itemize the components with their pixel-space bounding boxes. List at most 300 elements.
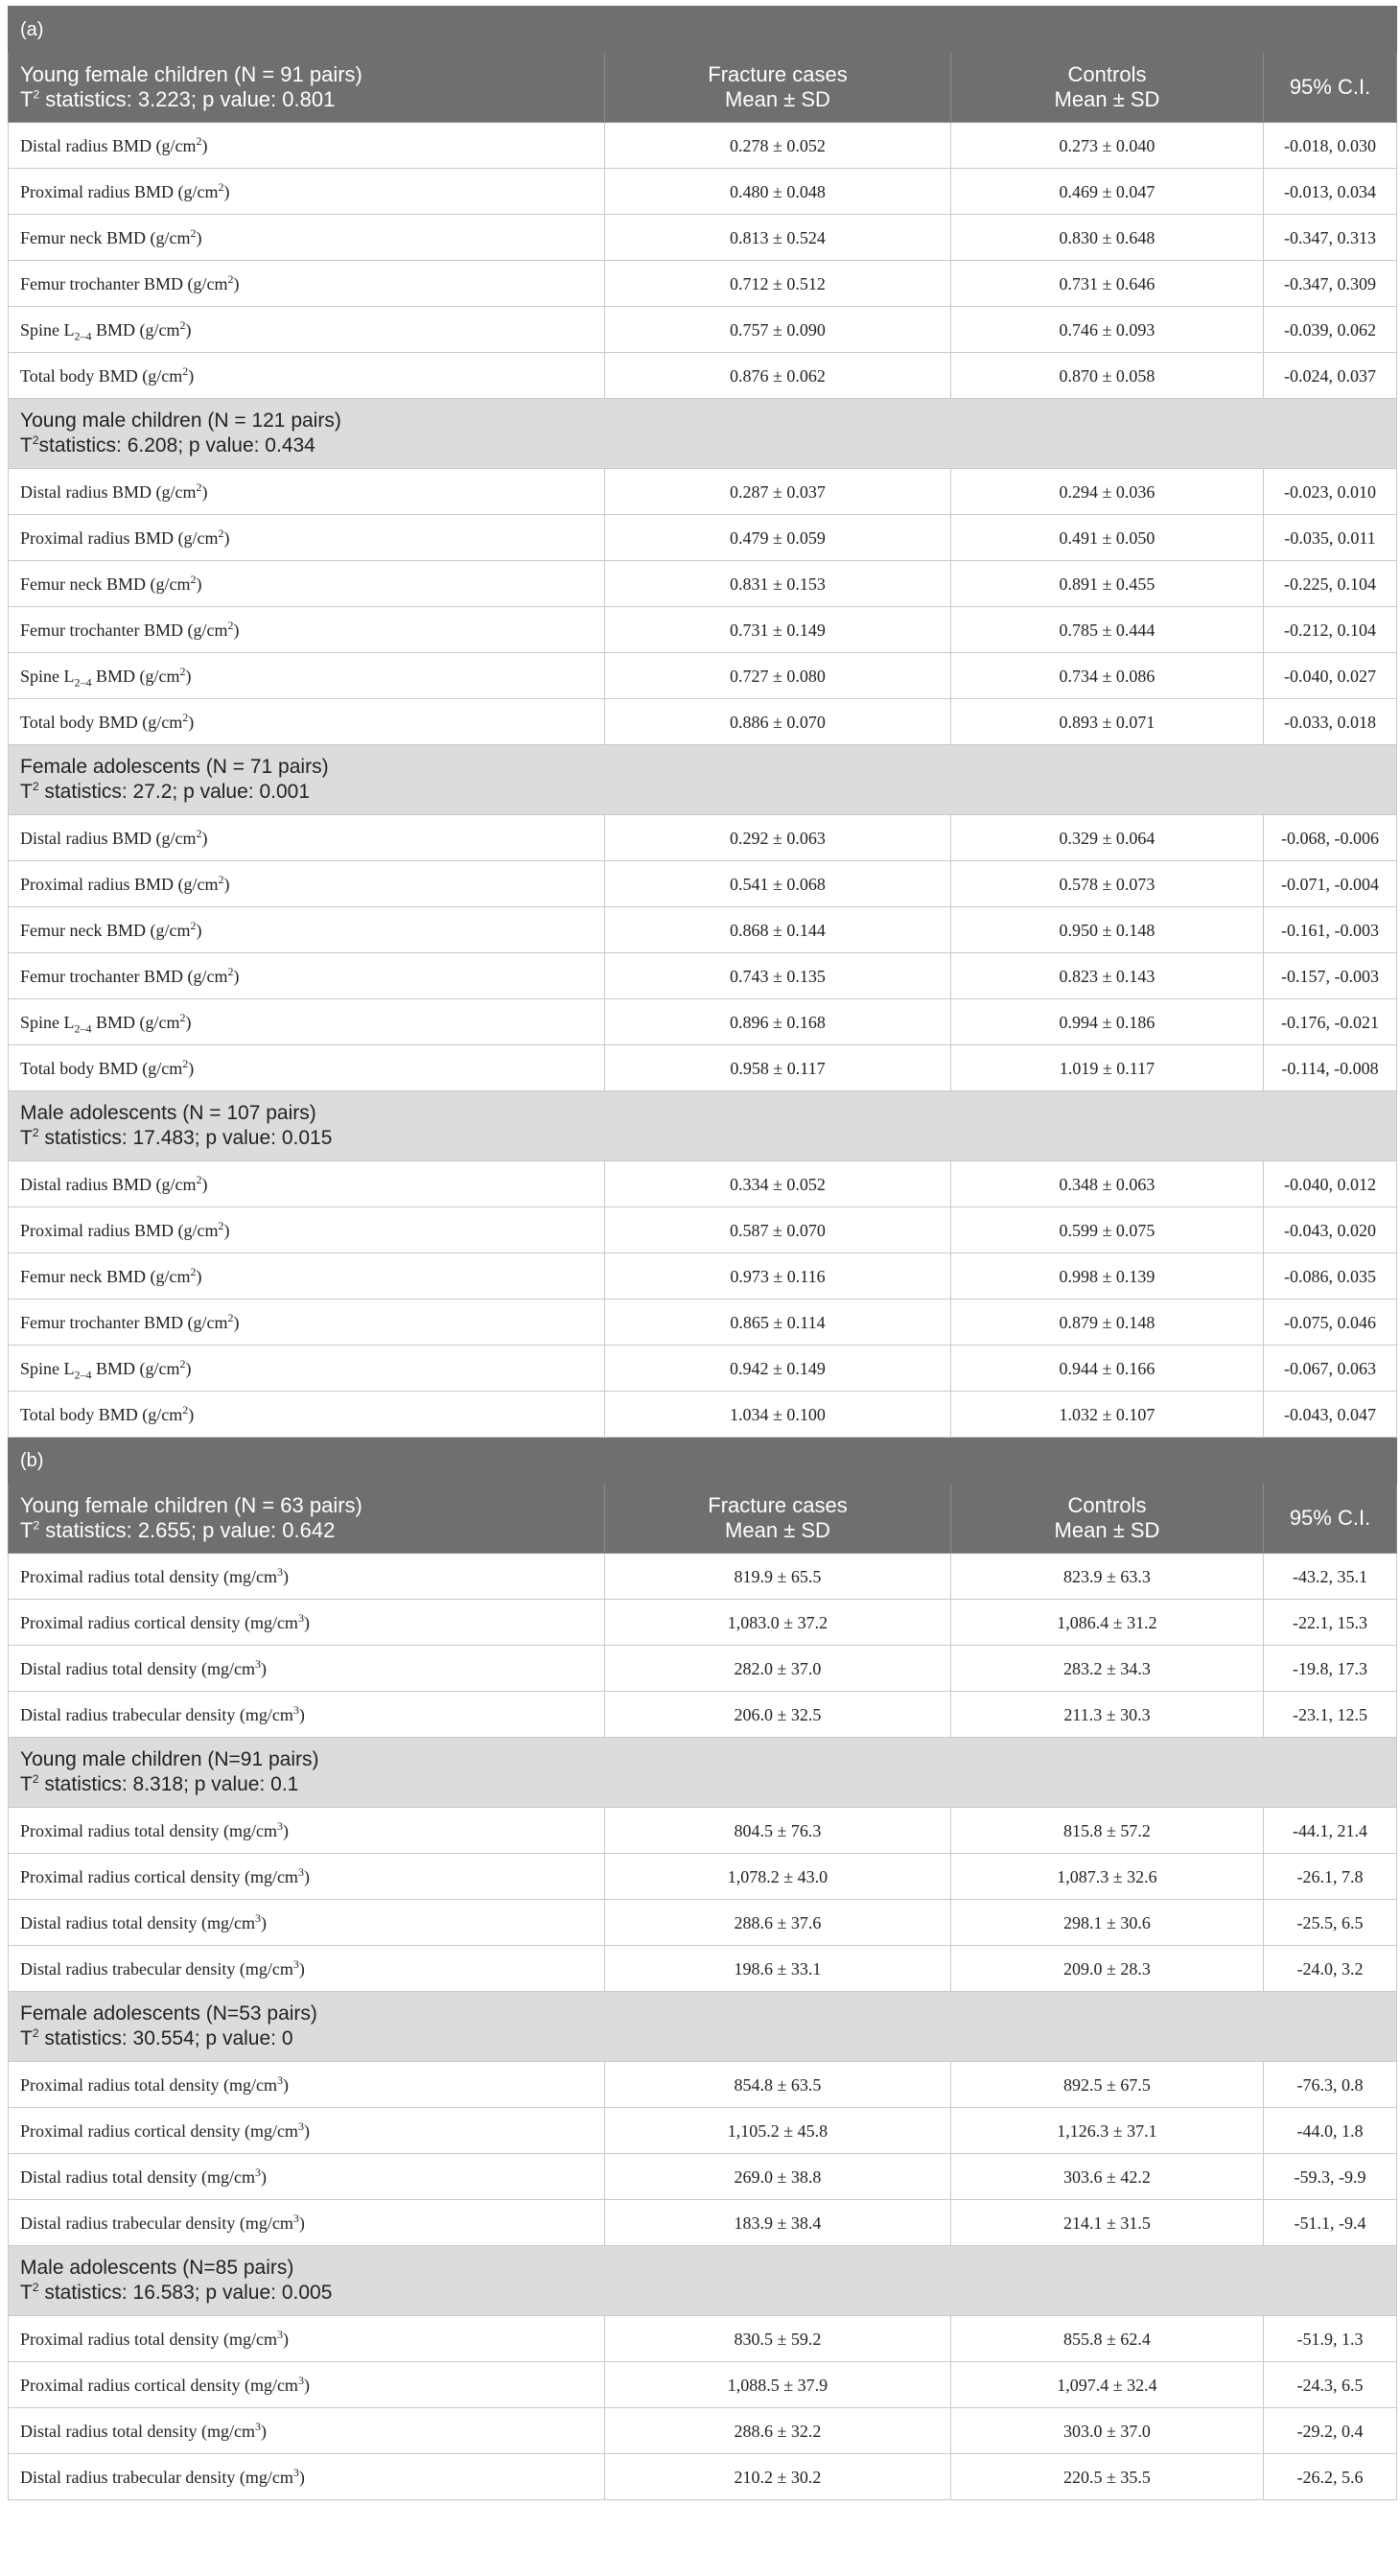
ci-value: -26.2, 5.6	[1264, 2454, 1397, 2500]
measure-text: Distal radius BMD (g/cm	[20, 828, 197, 848]
controls-value: 1.019 ± 0.117	[951, 1045, 1264, 1091]
measure-text: )	[201, 481, 208, 502]
measure-label	[9, 2154, 605, 2200]
controls-value: 0.731 ± 0.646	[951, 261, 1264, 307]
measure-text: Femur trochanter BMD (g/cm	[20, 620, 228, 640]
controls-value: 0.734 ± 0.086	[951, 653, 1264, 699]
stat-superscript: 2	[32, 433, 39, 447]
stat-superscript: 2	[33, 87, 40, 102]
fracture-cases-value: 0.479 ± 0.059	[605, 515, 951, 561]
measure-text: Distal radius trabecular density (mg/cm	[20, 1958, 293, 1979]
fracture-cases-value: 0.334 ± 0.052	[605, 1161, 951, 1207]
measure-text: )	[282, 2329, 289, 2349]
column-header-line: Controls	[1067, 62, 1147, 86]
ci-value: -25.5, 6.5	[1264, 1900, 1397, 1946]
table-row	[9, 607, 1397, 653]
ci-value: -0.033, 0.018	[1264, 699, 1397, 745]
column-header-line: Mean ± SD	[725, 1518, 830, 1542]
group-title-cell	[9, 399, 1397, 469]
measure-label	[9, 215, 605, 261]
unit-superscript: 2	[196, 133, 202, 148]
table-row	[9, 2062, 1397, 2108]
unit-superscript: 3	[254, 1656, 261, 1671]
group-header-row	[9, 1091, 1397, 1161]
column-header-fracture-cases	[605, 1484, 951, 1554]
ci-value: -0.023, 0.010	[1264, 469, 1397, 515]
measure-text: )	[223, 181, 230, 201]
table-row	[9, 169, 1397, 215]
controls-value: 1.032 ± 0.107	[951, 1392, 1264, 1438]
stat-symbol: T	[20, 2027, 33, 2049]
measure-label	[9, 1207, 605, 1253]
controls-value: 823.9 ± 63.3	[951, 1554, 1264, 1600]
measure-label	[9, 1946, 605, 1992]
ci-value: -0.040, 0.027	[1264, 653, 1397, 699]
unit-superscript: 3	[254, 2419, 261, 2433]
measure-text: )	[298, 1958, 305, 1979]
measure-label	[9, 1900, 605, 1946]
table-row	[9, 1346, 1397, 1392]
stat-values: statistics: 27.2; p value: 0.001	[38, 781, 311, 803]
unit-superscript: 2	[227, 1310, 234, 1324]
measure-text: Distal radius trabecular density (mg/cm	[20, 1704, 293, 1724]
table-row	[9, 1300, 1397, 1346]
unit-superscript: 3	[254, 1910, 261, 1925]
measure-text: )	[196, 920, 202, 940]
controls-value: 0.785 ± 0.444	[951, 607, 1264, 653]
measure-text: )	[196, 1266, 202, 1286]
table-row	[9, 1045, 1397, 1091]
fracture-cases-value: 0.287 ± 0.037	[605, 469, 951, 515]
stat-values: statistics: 16.583; p value: 0.005	[38, 2282, 333, 2304]
group-title: Young female children (N = 91 pairs)	[20, 62, 362, 86]
measure-text: Spine L	[20, 666, 75, 686]
column-header-line: Mean ± SD	[1054, 87, 1160, 111]
ci-value: -51.9, 1.3	[1264, 2316, 1397, 2362]
group-title-cell	[9, 1484, 605, 1554]
unit-superscript: 2	[182, 1402, 189, 1417]
measure-subscript: 2–4	[74, 675, 92, 690]
fracture-cases-value: 1.034 ± 0.100	[605, 1392, 951, 1438]
measure-subscript: 2–4	[74, 329, 92, 343]
measure-label	[9, 1808, 605, 1854]
table-row	[9, 1900, 1397, 1946]
controls-value: 0.994 ± 0.186	[951, 999, 1264, 1045]
measure-text: Proximal radius cortical density (mg/cm	[20, 1866, 298, 1886]
group-statistics	[20, 2281, 1396, 2306]
measure-text: )	[282, 2074, 289, 2095]
unit-superscript: 2	[179, 317, 186, 332]
table-row	[9, 953, 1397, 999]
table-row	[9, 1808, 1397, 1854]
controls-value: 0.870 ± 0.058	[951, 353, 1264, 399]
measure-label	[9, 2408, 605, 2454]
unit-superscript: 3	[254, 2165, 261, 2179]
stat-values: statistics: 6.208; p value: 0.434	[38, 434, 315, 457]
column-header-line: Fracture cases	[708, 62, 848, 86]
unit-superscript: 2	[179, 1010, 186, 1024]
unit-superscript: 2	[196, 480, 202, 494]
measure-text: Femur trochanter BMD (g/cm	[20, 966, 228, 986]
unit-superscript: 2	[218, 526, 224, 540]
measure-text: Distal radius BMD (g/cm	[20, 1174, 197, 1194]
controls-value: 0.950 ± 0.148	[951, 907, 1264, 953]
column-header-controls	[951, 53, 1264, 123]
measure-text: Proximal radius total density (mg/cm	[20, 1820, 277, 1840]
controls-value: 892.5 ± 67.5	[951, 2062, 1264, 2108]
measure-text: )	[233, 620, 240, 640]
ci-value: -0.225, 0.104	[1264, 561, 1397, 607]
measure-label	[9, 607, 605, 653]
fracture-cases-value: 1,078.2 ± 43.0	[605, 1854, 951, 1900]
table-row	[9, 1253, 1397, 1300]
ci-value: -0.075, 0.046	[1264, 1300, 1397, 1346]
measure-label	[9, 653, 605, 699]
fracture-cases-value: 288.6 ± 37.6	[605, 1900, 951, 1946]
ci-value: -0.114, -0.008	[1264, 1045, 1397, 1091]
table-row	[9, 215, 1397, 261]
ci-value: -19.8, 17.3	[1264, 1646, 1397, 1692]
measure-label	[9, 2062, 605, 2108]
fracture-cases-value: 1,088.5 ± 37.9	[605, 2362, 951, 2408]
measure-text: )	[188, 1058, 195, 1078]
unit-superscript: 2	[227, 618, 234, 632]
table-row	[9, 2454, 1397, 2500]
measure-text: )	[196, 227, 202, 247]
measure-label	[9, 515, 605, 561]
measure-text: Proximal radius cortical density (mg/cm	[20, 2375, 298, 2395]
unit-superscript: 2	[190, 225, 197, 240]
ci-value: -23.1, 12.5	[1264, 1692, 1397, 1738]
table-row	[9, 2200, 1397, 2246]
measure-text: Femur neck BMD (g/cm	[20, 227, 191, 247]
table-row	[9, 2108, 1397, 2154]
group-title-cell	[9, 1738, 1397, 1808]
fracture-cases-value: 0.973 ± 0.116	[605, 1253, 951, 1300]
unit-superscript: 2	[182, 710, 189, 724]
measure-text: Distal radius trabecular density (mg/cm	[20, 2213, 293, 2233]
measure-text: Distal radius trabecular density (mg/cm	[20, 2467, 293, 2487]
measure-text: )	[185, 666, 192, 686]
measure-text: BMD (g/cm	[91, 1358, 180, 1378]
ci-value: -0.347, 0.313	[1264, 215, 1397, 261]
unit-superscript: 2	[179, 664, 186, 678]
group-statistics	[20, 2026, 1396, 2051]
group-title: Young female children (N = 63 pairs)	[20, 1493, 362, 1517]
unit-superscript: 3	[276, 1818, 283, 1833]
measure-text: Femur neck BMD (g/cm	[20, 574, 191, 594]
measure-text: Distal radius BMD (g/cm	[20, 481, 197, 502]
measure-text: Proximal radius BMD (g/cm	[20, 874, 219, 894]
controls-value: 0.329 ± 0.064	[951, 815, 1264, 861]
stat-values: statistics: 3.223; p value: 0.801	[39, 87, 336, 111]
group-statistics	[20, 1518, 604, 1543]
unit-superscript: 2	[190, 1264, 197, 1278]
unit-superscript: 2	[179, 1356, 186, 1370]
column-header-line: Fracture cases	[708, 1493, 848, 1517]
fracture-cases-value: 0.813 ± 0.524	[605, 215, 951, 261]
ci-value: -0.040, 0.012	[1264, 1161, 1397, 1207]
measure-text: BMD (g/cm	[91, 666, 180, 686]
controls-value: 303.0 ± 37.0	[951, 2408, 1264, 2454]
measure-text: )	[233, 966, 240, 986]
ci-value: -0.347, 0.309	[1264, 261, 1397, 307]
group-header-row	[9, 1738, 1397, 1808]
controls-value: 1,087.3 ± 32.6	[951, 1854, 1264, 1900]
table-row	[9, 307, 1397, 353]
measure-text: Proximal radius cortical density (mg/cm	[20, 1612, 298, 1632]
fracture-cases-value: 210.2 ± 30.2	[605, 2454, 951, 2500]
stat-superscript: 2	[33, 1518, 40, 1533]
stat-superscript: 2	[32, 2281, 39, 2294]
group-title: Female adolescents (N = 71 pairs)	[20, 756, 329, 778]
measure-text: Distal radius BMD (g/cm	[20, 135, 197, 155]
unit-superscript: 3	[276, 2073, 283, 2087]
measure-label	[9, 561, 605, 607]
fracture-cases-value: 854.8 ± 63.5	[605, 2062, 951, 2108]
fracture-cases-value: 0.896 ± 0.168	[605, 999, 951, 1045]
group-header-row	[9, 2246, 1397, 2316]
measure-text: Total body BMD (g/cm	[20, 1404, 183, 1424]
measure-text: Femur neck BMD (g/cm	[20, 920, 191, 940]
controls-value: 0.469 ± 0.047	[951, 169, 1264, 215]
stat-superscript: 2	[32, 1126, 39, 1139]
fracture-cases-value: 0.868 ± 0.144	[605, 907, 951, 953]
ci-value: -0.043, 0.047	[1264, 1392, 1397, 1438]
fracture-cases-value: 0.480 ± 0.048	[605, 169, 951, 215]
fracture-cases-value: 0.712 ± 0.512	[605, 261, 951, 307]
measure-text: )	[201, 1174, 208, 1194]
controls-value: 0.891 ± 0.455	[951, 561, 1264, 607]
measure-label	[9, 1692, 605, 1738]
group-title: Male adolescents (N=85 pairs)	[20, 2257, 294, 2279]
controls-value: 0.823 ± 0.143	[951, 953, 1264, 999]
measure-text: )	[188, 365, 195, 386]
measure-text: )	[282, 1820, 289, 1840]
stat-symbol: T	[20, 2282, 33, 2304]
ci-value: -24.0, 3.2	[1264, 1946, 1397, 1992]
group-statistics	[20, 780, 1396, 805]
measure-text: )	[188, 1404, 195, 1424]
unit-superscript: 3	[292, 2211, 299, 2225]
measure-label	[9, 1554, 605, 1600]
group-title: Male adolescents (N = 107 pairs)	[20, 1102, 316, 1124]
measure-text: )	[298, 2467, 305, 2487]
measure-label	[9, 1600, 605, 1646]
controls-value: 0.491 ± 0.050	[951, 515, 1264, 561]
ci-value: -0.212, 0.104	[1264, 607, 1397, 653]
fracture-cases-value: 0.865 ± 0.114	[605, 1300, 951, 1346]
table-row	[9, 653, 1397, 699]
controls-value: 209.0 ± 28.3	[951, 1946, 1264, 1992]
fracture-cases-value: 183.9 ± 38.4	[605, 2200, 951, 2246]
stat-values: statistics: 30.554; p value: 0	[38, 2027, 293, 2049]
controls-value: 220.5 ± 35.5	[951, 2454, 1264, 2500]
group-title-cell	[9, 53, 605, 123]
stat-symbol: T	[20, 1773, 33, 1795]
fracture-cases-value: 288.6 ± 32.2	[605, 2408, 951, 2454]
table-row	[9, 2316, 1397, 2362]
measure-text: Proximal radius BMD (g/cm	[20, 1220, 219, 1240]
unit-superscript: 2	[182, 363, 189, 378]
measure-text: Total body BMD (g/cm	[20, 1058, 183, 1078]
measure-text: )	[201, 135, 208, 155]
measure-text: Proximal radius BMD (g/cm	[20, 181, 219, 201]
column-header-line: Controls	[1067, 1493, 1147, 1517]
controls-value: 214.1 ± 31.5	[951, 2200, 1264, 2246]
measure-label	[9, 469, 605, 515]
column-header-line: 95% C.I.	[1289, 1506, 1371, 1530]
controls-value: 283.2 ± 34.3	[951, 1646, 1264, 1692]
stat-superscript: 2	[32, 2026, 39, 2040]
measure-text: Distal radius total density (mg/cm	[20, 2166, 255, 2187]
measure-text: )	[260, 1658, 267, 1678]
measure-label	[9, 1045, 605, 1091]
column-header-line: Mean ± SD	[725, 87, 830, 111]
unit-superscript: 3	[292, 1956, 299, 1971]
measure-text: Spine L	[20, 1012, 75, 1032]
unit-superscript: 2	[196, 826, 202, 840]
controls-value: 0.830 ± 0.648	[951, 215, 1264, 261]
part-label	[9, 7, 1397, 53]
ci-value: -0.018, 0.030	[1264, 123, 1397, 169]
column-header-row	[9, 1484, 1397, 1554]
fracture-cases-value: 819.9 ± 65.5	[605, 1554, 951, 1600]
stat-superscript: 2	[32, 1772, 39, 1786]
measure-subscript: 2–4	[74, 1021, 92, 1036]
controls-value: 0.944 ± 0.166	[951, 1346, 1264, 1392]
unit-superscript: 3	[297, 1864, 304, 1879]
part-label-row	[9, 1438, 1397, 1484]
measure-text: BMD (g/cm	[91, 319, 180, 340]
stat-symbol: T	[20, 87, 34, 111]
measure-text: Distal radius total density (mg/cm	[20, 2421, 255, 2441]
stat-symbol: T	[20, 434, 33, 457]
column-header-ci	[1264, 53, 1397, 123]
group-statistics	[20, 1772, 1396, 1797]
stat-values: statistics: 8.318; p value: 0.1	[38, 1773, 299, 1795]
ci-value: -24.3, 6.5	[1264, 2362, 1397, 2408]
ci-value: -0.035, 0.011	[1264, 515, 1397, 561]
measure-text: Femur trochanter BMD (g/cm	[20, 273, 228, 293]
table-row	[9, 1692, 1397, 1738]
ci-value: -0.086, 0.035	[1264, 1253, 1397, 1300]
measure-text: )	[303, 1612, 310, 1632]
column-header-line: Mean ± SD	[1054, 1518, 1160, 1542]
column-header-ci	[1264, 1484, 1397, 1554]
measure-label	[9, 1346, 605, 1392]
measure-text: Spine L	[20, 1358, 75, 1378]
unit-superscript: 2	[190, 572, 197, 586]
ci-value: -0.161, -0.003	[1264, 907, 1397, 953]
measure-text: Proximal radius total density (mg/cm	[20, 2074, 277, 2095]
bmd-comparison-table	[8, 6, 1397, 2500]
measure-label	[9, 907, 605, 953]
unit-superscript: 3	[297, 1610, 304, 1625]
measure-label	[9, 861, 605, 907]
measure-text: )	[223, 1220, 230, 1240]
measure-label	[9, 2362, 605, 2408]
ci-value: -26.1, 7.8	[1264, 1854, 1397, 1900]
fracture-cases-value: 1,105.2 ± 45.8	[605, 2108, 951, 2154]
measure-label	[9, 123, 605, 169]
measure-text: )	[185, 1358, 192, 1378]
column-header-controls	[951, 1484, 1264, 1554]
controls-value: 0.893 ± 0.071	[951, 699, 1264, 745]
measure-text: Proximal radius total density (mg/cm	[20, 2329, 277, 2349]
group-title-cell	[9, 1091, 1397, 1161]
measure-text: Proximal radius total density (mg/cm	[20, 1566, 277, 1586]
group-header-row	[9, 1992, 1397, 2062]
group-statistics	[20, 1126, 1396, 1151]
unit-superscript: 2	[190, 918, 197, 932]
measure-label	[9, 999, 605, 1045]
measure-label	[9, 1646, 605, 1692]
table-row	[9, 1554, 1397, 1600]
group-title: Female adolescents (N=53 pairs)	[20, 2002, 317, 2025]
controls-value: 815.8 ± 57.2	[951, 1808, 1264, 1854]
controls-value: 211.3 ± 30.3	[951, 1692, 1264, 1738]
measure-text: )	[233, 1312, 240, 1332]
group-title-cell	[9, 745, 1397, 815]
measure-text: Total body BMD (g/cm	[20, 365, 183, 386]
measure-text: Distal radius total density (mg/cm	[20, 1658, 255, 1678]
measure-text: )	[298, 1704, 305, 1724]
stat-values: statistics: 2.655; p value: 0.642	[39, 1518, 336, 1542]
column-header-fracture-cases	[605, 53, 951, 123]
measure-label	[9, 353, 605, 399]
fracture-cases-value: 0.886 ± 0.070	[605, 699, 951, 745]
measure-text: )	[303, 1866, 310, 1886]
fracture-cases-value: 0.757 ± 0.090	[605, 307, 951, 353]
ci-value: -0.039, 0.062	[1264, 307, 1397, 353]
fracture-cases-value: 269.0 ± 38.8	[605, 2154, 951, 2200]
ci-value: -43.2, 35.1	[1264, 1554, 1397, 1600]
controls-value: 1,086.4 ± 31.2	[951, 1600, 1264, 1646]
column-header-row	[9, 53, 1397, 123]
stat-values: statistics: 17.483; p value: 0.015	[38, 1127, 333, 1149]
measure-text: )	[233, 273, 240, 293]
measure-text: Distal radius total density (mg/cm	[20, 1912, 255, 1932]
table-row	[9, 815, 1397, 861]
controls-value: 0.998 ± 0.139	[951, 1253, 1264, 1300]
group-title-cell	[9, 1992, 1397, 2062]
table-row	[9, 1600, 1397, 1646]
measure-label	[9, 1161, 605, 1207]
measure-text: )	[196, 574, 202, 594]
measure-label	[9, 1392, 605, 1438]
fracture-cases-value: 198.6 ± 33.1	[605, 1946, 951, 1992]
table-row	[9, 1946, 1397, 1992]
fracture-cases-value: 0.942 ± 0.149	[605, 1346, 951, 1392]
ci-value: -0.176, -0.021	[1264, 999, 1397, 1045]
measure-text: Femur trochanter BMD (g/cm	[20, 1312, 228, 1332]
table-row	[9, 1392, 1397, 1438]
controls-value: 1,097.4 ± 32.4	[951, 2362, 1264, 2408]
group-statistics	[20, 87, 604, 112]
unit-superscript: 3	[297, 2119, 304, 2133]
unit-superscript: 3	[292, 2465, 299, 2479]
table-row	[9, 353, 1397, 399]
unit-superscript: 2	[227, 271, 234, 286]
measure-text: Total body BMD (g/cm	[20, 712, 183, 732]
table-row	[9, 1161, 1397, 1207]
measure-text: )	[260, 2166, 267, 2187]
group-header-row	[9, 745, 1397, 815]
measure-text: )	[260, 1912, 267, 1932]
measure-subscript: 2–4	[74, 1368, 92, 1382]
fracture-cases-value: 1,083.0 ± 37.2	[605, 1600, 951, 1646]
